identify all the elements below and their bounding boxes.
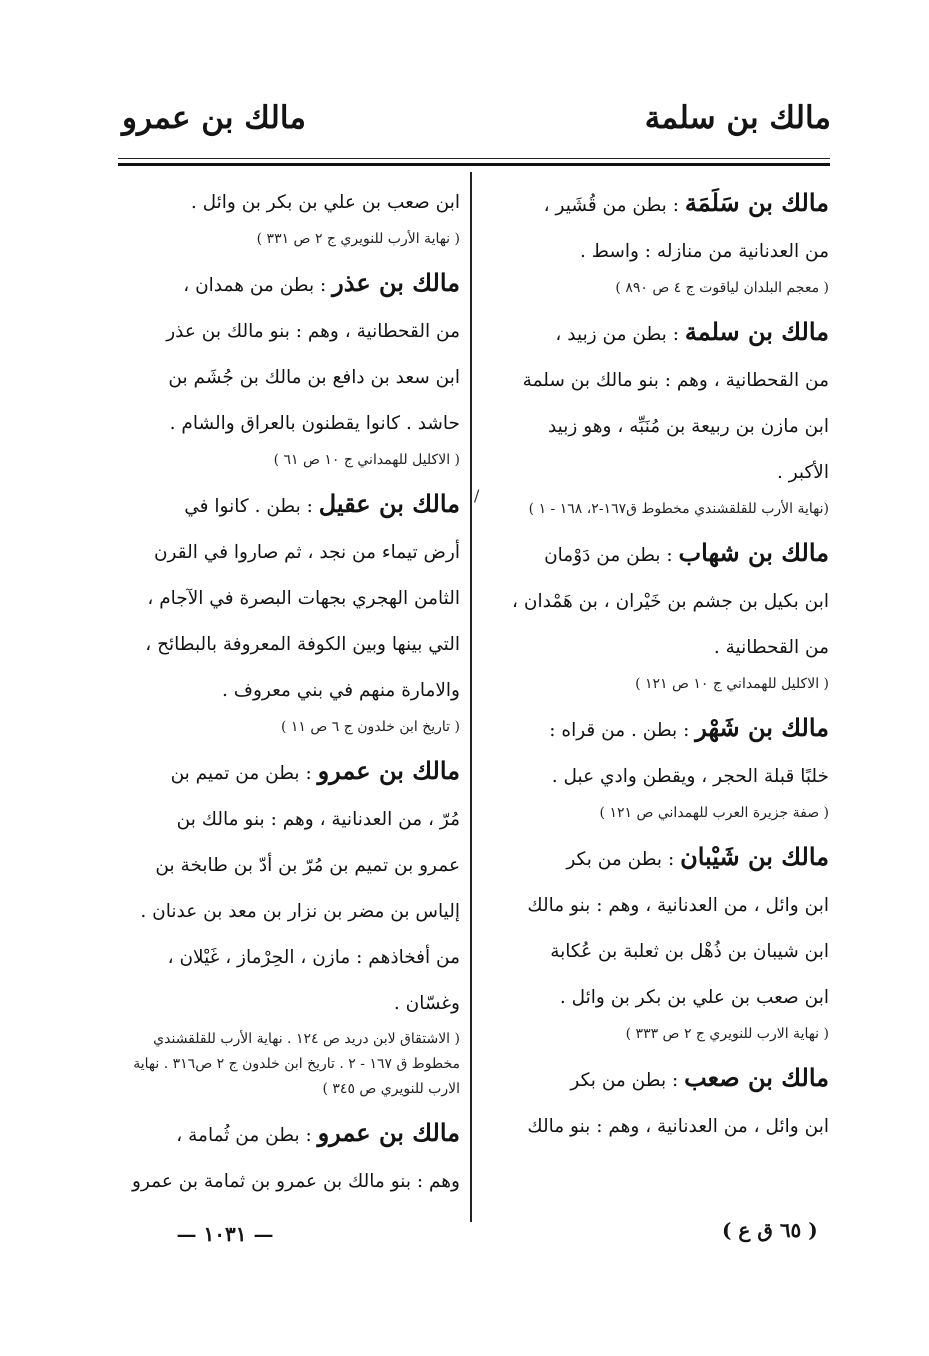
margin-mark: / <box>474 486 480 505</box>
entry-source: ( تاريخ ابن خلدون ج ٦ ص ١١ ) <box>280 719 460 735</box>
entry-heading: مالك بن سَلَمَة <box>684 188 829 217</box>
entry-source: ( نهاية الارب للنويري ج ٢ ص ٣٣٣ ) <box>625 1026 829 1042</box>
entry-text: : بطن . من قراه : <box>549 720 690 741</box>
entry-text: الثامن الهجري بجهات البصرة في الآجام ، <box>147 588 460 609</box>
running-head-right: مالك بن سلمة <box>644 100 831 136</box>
entry-text: : بطن . كانوا في <box>184 496 313 517</box>
entry-text: من العدنانية من منازله : واسط . <box>580 241 829 262</box>
entry-text: أرض تيماء من نجد ، ثم صاروا في القرن <box>153 542 460 563</box>
entry-source: ( نهاية الأرب للنويري ج ٢ ص ٣٣١ ) <box>256 231 460 247</box>
entry-text: : بطن من بكر <box>566 849 675 870</box>
entry-text: وغسّان . <box>393 993 460 1014</box>
entry-heading: مالك بن شهاب <box>678 538 829 567</box>
entry-source: ( الاكليل للهمداني ج ١٠ ص ٦١ ) <box>273 452 460 468</box>
entry <box>122 748 460 1102</box>
entry-text: خلبًا قبلة الحجر ، ويقطن وادي عبل . <box>551 766 829 787</box>
entry-text: ابن وائل ، من العدنانية ، وهم : بنو مالك <box>527 895 829 916</box>
entry-text: : بطن من قُشَير ، <box>543 195 679 216</box>
entry <box>122 481 460 740</box>
column-divider <box>470 172 472 1222</box>
entry-source: ( صفة جزيرة العرب للهمداني ص ١٢١ ) <box>599 805 829 821</box>
entry <box>122 180 460 252</box>
page-number: — ١٠٣١ — <box>176 1222 274 1246</box>
entry-heading: مالك بن شَيْبان <box>680 842 829 871</box>
entry-text: حاشد . كانوا يقطنون بالعراق والشام . <box>169 413 460 434</box>
entry-heading: مالك بن صعب <box>684 1063 829 1092</box>
entry <box>484 180 829 301</box>
entry-text: عمرو بن تميم بن مُرّ بن أدّ بن طابخة بن <box>155 855 460 876</box>
entry-source: ( الاكليل للهمداني ج ١٠ ص ١٢١ ) <box>635 676 829 692</box>
entry <box>122 260 460 473</box>
entry-text: : بطن من دَوْمان <box>544 545 673 566</box>
left-column <box>122 180 460 1213</box>
entry-text: التي بينها وبين الكوفة المعروفة بالبطائح ، <box>145 634 460 655</box>
entry <box>484 1055 829 1150</box>
entry-text: من أفخاذهم : مازن ، الحِرْماز ، غَيْلان ، <box>167 947 460 968</box>
entry-text: : بطن من ثُمامة ، <box>176 1125 312 1146</box>
entry-heading: مالك بن عمرو <box>317 1118 460 1147</box>
entry-text: ابن صعب بن علي بن بكر بن وائل . <box>559 987 829 1008</box>
entry-text: ابن شيبان بن ذُهْل بن ثعلبة بن عُكابة <box>550 941 829 962</box>
entry-text: مُرّ ، من العدنانية ، وهم : بنو مالك بن <box>176 809 460 830</box>
entry-source: ( الاشتقاق لابن دريد ص ١٢٤ . نهاية الأرب للقلقشندي مخطوط ق ١٦٧ - ٢ . تاريخ ابن خلدون ج ٢ ص٣١٦ . نهاية الارب للنويري ص ٣٤٥ ) <box>133 1031 460 1097</box>
entry-source: ( معجم البلدان لياقوت ج ٤ ص ٨٩٠ ) <box>615 280 829 296</box>
entry-text: ابن مازن بن ربيعة بن مُنَبِّه ، وهو زبيد <box>547 416 829 437</box>
entry-heading: مالك بن شَهْر <box>695 713 829 742</box>
header-rule-thick <box>118 163 830 166</box>
entry-text: من القحطانية . <box>713 637 829 658</box>
entry-heading: مالك بن عقيل <box>318 489 460 518</box>
entry-source: (نهاية الأرب للقلقشندي مخطوط ق١٦٧-٢، ١٦٨ - ١ ) <box>528 501 829 517</box>
entry-text: ابن صعب بن علي بن بكر بن وائل . <box>190 192 460 213</box>
running-head-left: مالك بن عمرو <box>122 100 306 136</box>
entry-text: ابن وائل ، من العدنانية ، وهم : بنو مالك <box>527 1116 829 1137</box>
printer-signature: ( ٦٥ ق ع ) <box>722 1218 818 1242</box>
entry-text: : بطن من تميم بن <box>170 763 312 784</box>
entry <box>484 530 829 697</box>
entry-text: والامارة منهم في بني معروف . <box>222 680 460 701</box>
entry-text: : بطن من بكر <box>570 1070 679 1091</box>
entry-text: من القحطانية ، وهم : بنو مالك بن سلمة <box>522 370 829 391</box>
entry-text: إلياس بن مضر بن نزار بن معد بن عدنان . <box>140 901 460 922</box>
right-column <box>484 180 829 1158</box>
entry-heading: مالك بن سلمة <box>684 317 829 346</box>
entry-text: ابن سعد بن دافع بن مالك بن جُشَم بن <box>168 367 460 388</box>
entry <box>122 1110 460 1205</box>
entry <box>484 309 829 522</box>
entry-text: من القحطانية ، وهم : بنو مالك بن عذر <box>166 321 460 342</box>
entry-heading: مالك بن عذر <box>332 268 460 297</box>
entry-text: وهم : بنو مالك بن عمرو بن ثمامة بن عمرو <box>132 1171 460 1192</box>
entry-text: ابن بكيل بن جشم بن خَيْران ، بن هَمْدان ، <box>512 591 829 612</box>
entry-text: الأكبر . <box>776 462 829 483</box>
header-rule-thin <box>118 158 830 159</box>
entry-heading: مالك بن عمرو <box>317 756 460 785</box>
entry <box>484 834 829 1047</box>
entry-text: : بطن من زبيد ، <box>555 324 679 345</box>
entry <box>484 705 829 826</box>
entry-text: : بطن من همدان ، <box>183 275 327 296</box>
